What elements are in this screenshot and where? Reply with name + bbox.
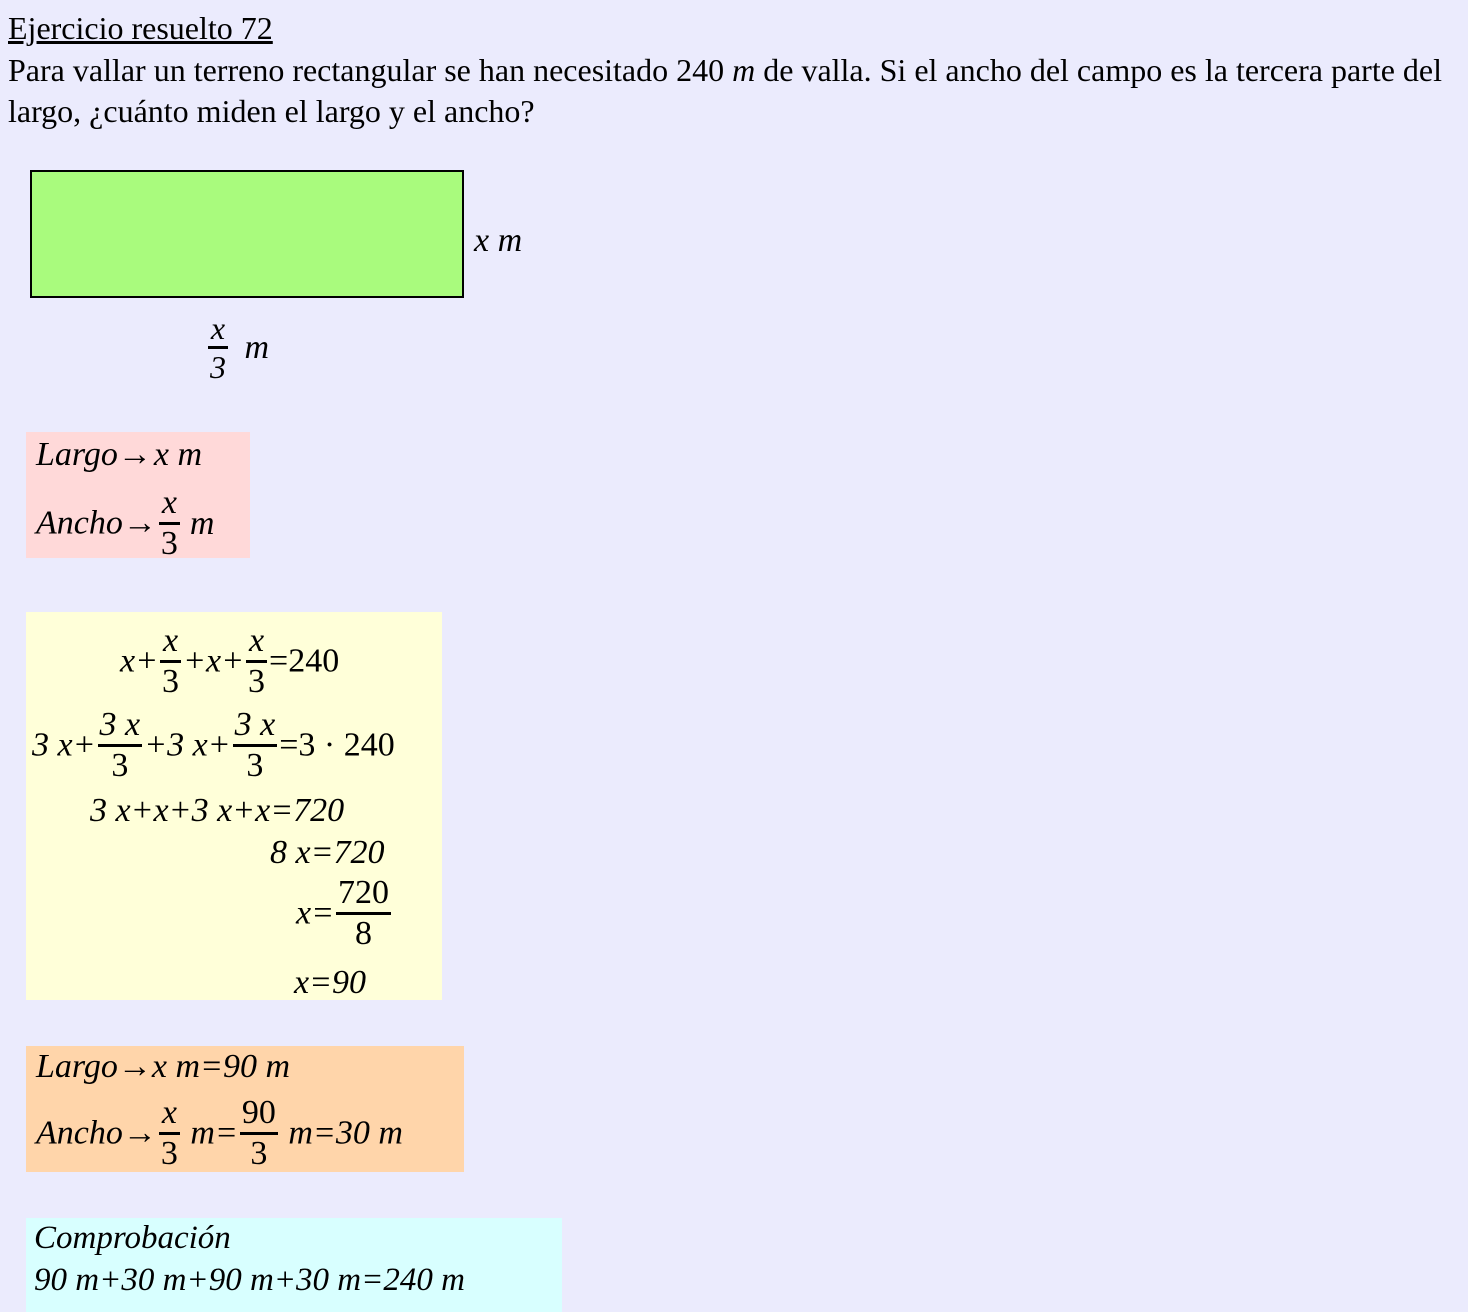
largo-label: Largo bbox=[36, 1048, 118, 1085]
ancho-label: Ancho bbox=[36, 504, 123, 542]
equation-line-3: 3 x+x+3 x+x=720 bbox=[90, 792, 345, 829]
fraction: $\frac{90}{3}$ bbox=[241, 1094, 276, 1172]
check-equation: 90 m+30 m+90 m+30 m=240 m bbox=[34, 1262, 465, 1298]
statement-before: Para vallar un terreno rectangular se han necesitado 240 bbox=[8, 52, 733, 88]
fraction: $\frac{3 x}{3}$ bbox=[234, 706, 276, 784]
largo-label: Largo bbox=[36, 436, 118, 473]
definition-largo bbox=[36, 438, 202, 472]
bottom-label bbox=[206, 312, 269, 383]
bottom-fraction bbox=[208, 312, 228, 383]
largo-value: x m bbox=[153, 436, 203, 473]
arrow-icon: → bbox=[122, 504, 157, 542]
terrain-rectangle bbox=[30, 170, 464, 298]
result-ancho: Ancho→ $\frac{x}{3}$ m= $\frac{90}{3}$ m=30 m bbox=[36, 1094, 403, 1172]
fraction: $\frac{x}{3}$ bbox=[160, 1094, 178, 1172]
check-heading: Comprobación bbox=[34, 1220, 231, 1256]
equation-line-2: 3 x+ $\frac{3 x}{3}$ +3 x+ $\frac{3 x}{3}$ =3 · 240 bbox=[32, 706, 395, 784]
fraction-denominator: 3 bbox=[210, 349, 226, 385]
fraction: $\frac{x}{3}$ bbox=[162, 622, 180, 700]
statement-after: de valla. Si el ancho del campo es la tercera parte del largo, ¿cuánto miden el largo y el ancho? bbox=[8, 52, 1443, 129]
equation-line-6: x=90 bbox=[294, 964, 367, 1001]
ancho-unit: m bbox=[189, 504, 215, 542]
statement-unit: m bbox=[732, 52, 756, 88]
fraction: $\frac{720}{8}$ bbox=[338, 874, 390, 952]
equation-line-4: 8 x=720 bbox=[270, 834, 385, 871]
arrow-icon: → bbox=[117, 436, 152, 473]
largo-result: →x m=90 m bbox=[117, 1048, 291, 1085]
arrow-icon: → bbox=[122, 1114, 157, 1152]
fraction: $\frac{x}{3}$ bbox=[248, 622, 266, 700]
ancho-fraction: $\frac{x}{3}$ bbox=[160, 484, 178, 562]
definition-ancho bbox=[36, 486, 214, 561]
equation-line-5: x= $\frac{720}{8}$ bbox=[296, 874, 390, 952]
fraction-numerator: x bbox=[208, 312, 228, 349]
bottom-unit: m bbox=[244, 328, 270, 366]
exercise-title: Ejercicio resuelto 72 bbox=[8, 10, 273, 46]
equation-line-1: x+ $\frac{x}{3}$ +x+ $\frac{x}{3}$ =240 bbox=[120, 622, 340, 700]
side-label: x m bbox=[474, 222, 523, 259]
fraction: $\frac{3 x}{3}$ bbox=[99, 706, 141, 784]
result-largo bbox=[36, 1050, 290, 1084]
problem-statement bbox=[8, 50, 1448, 132]
